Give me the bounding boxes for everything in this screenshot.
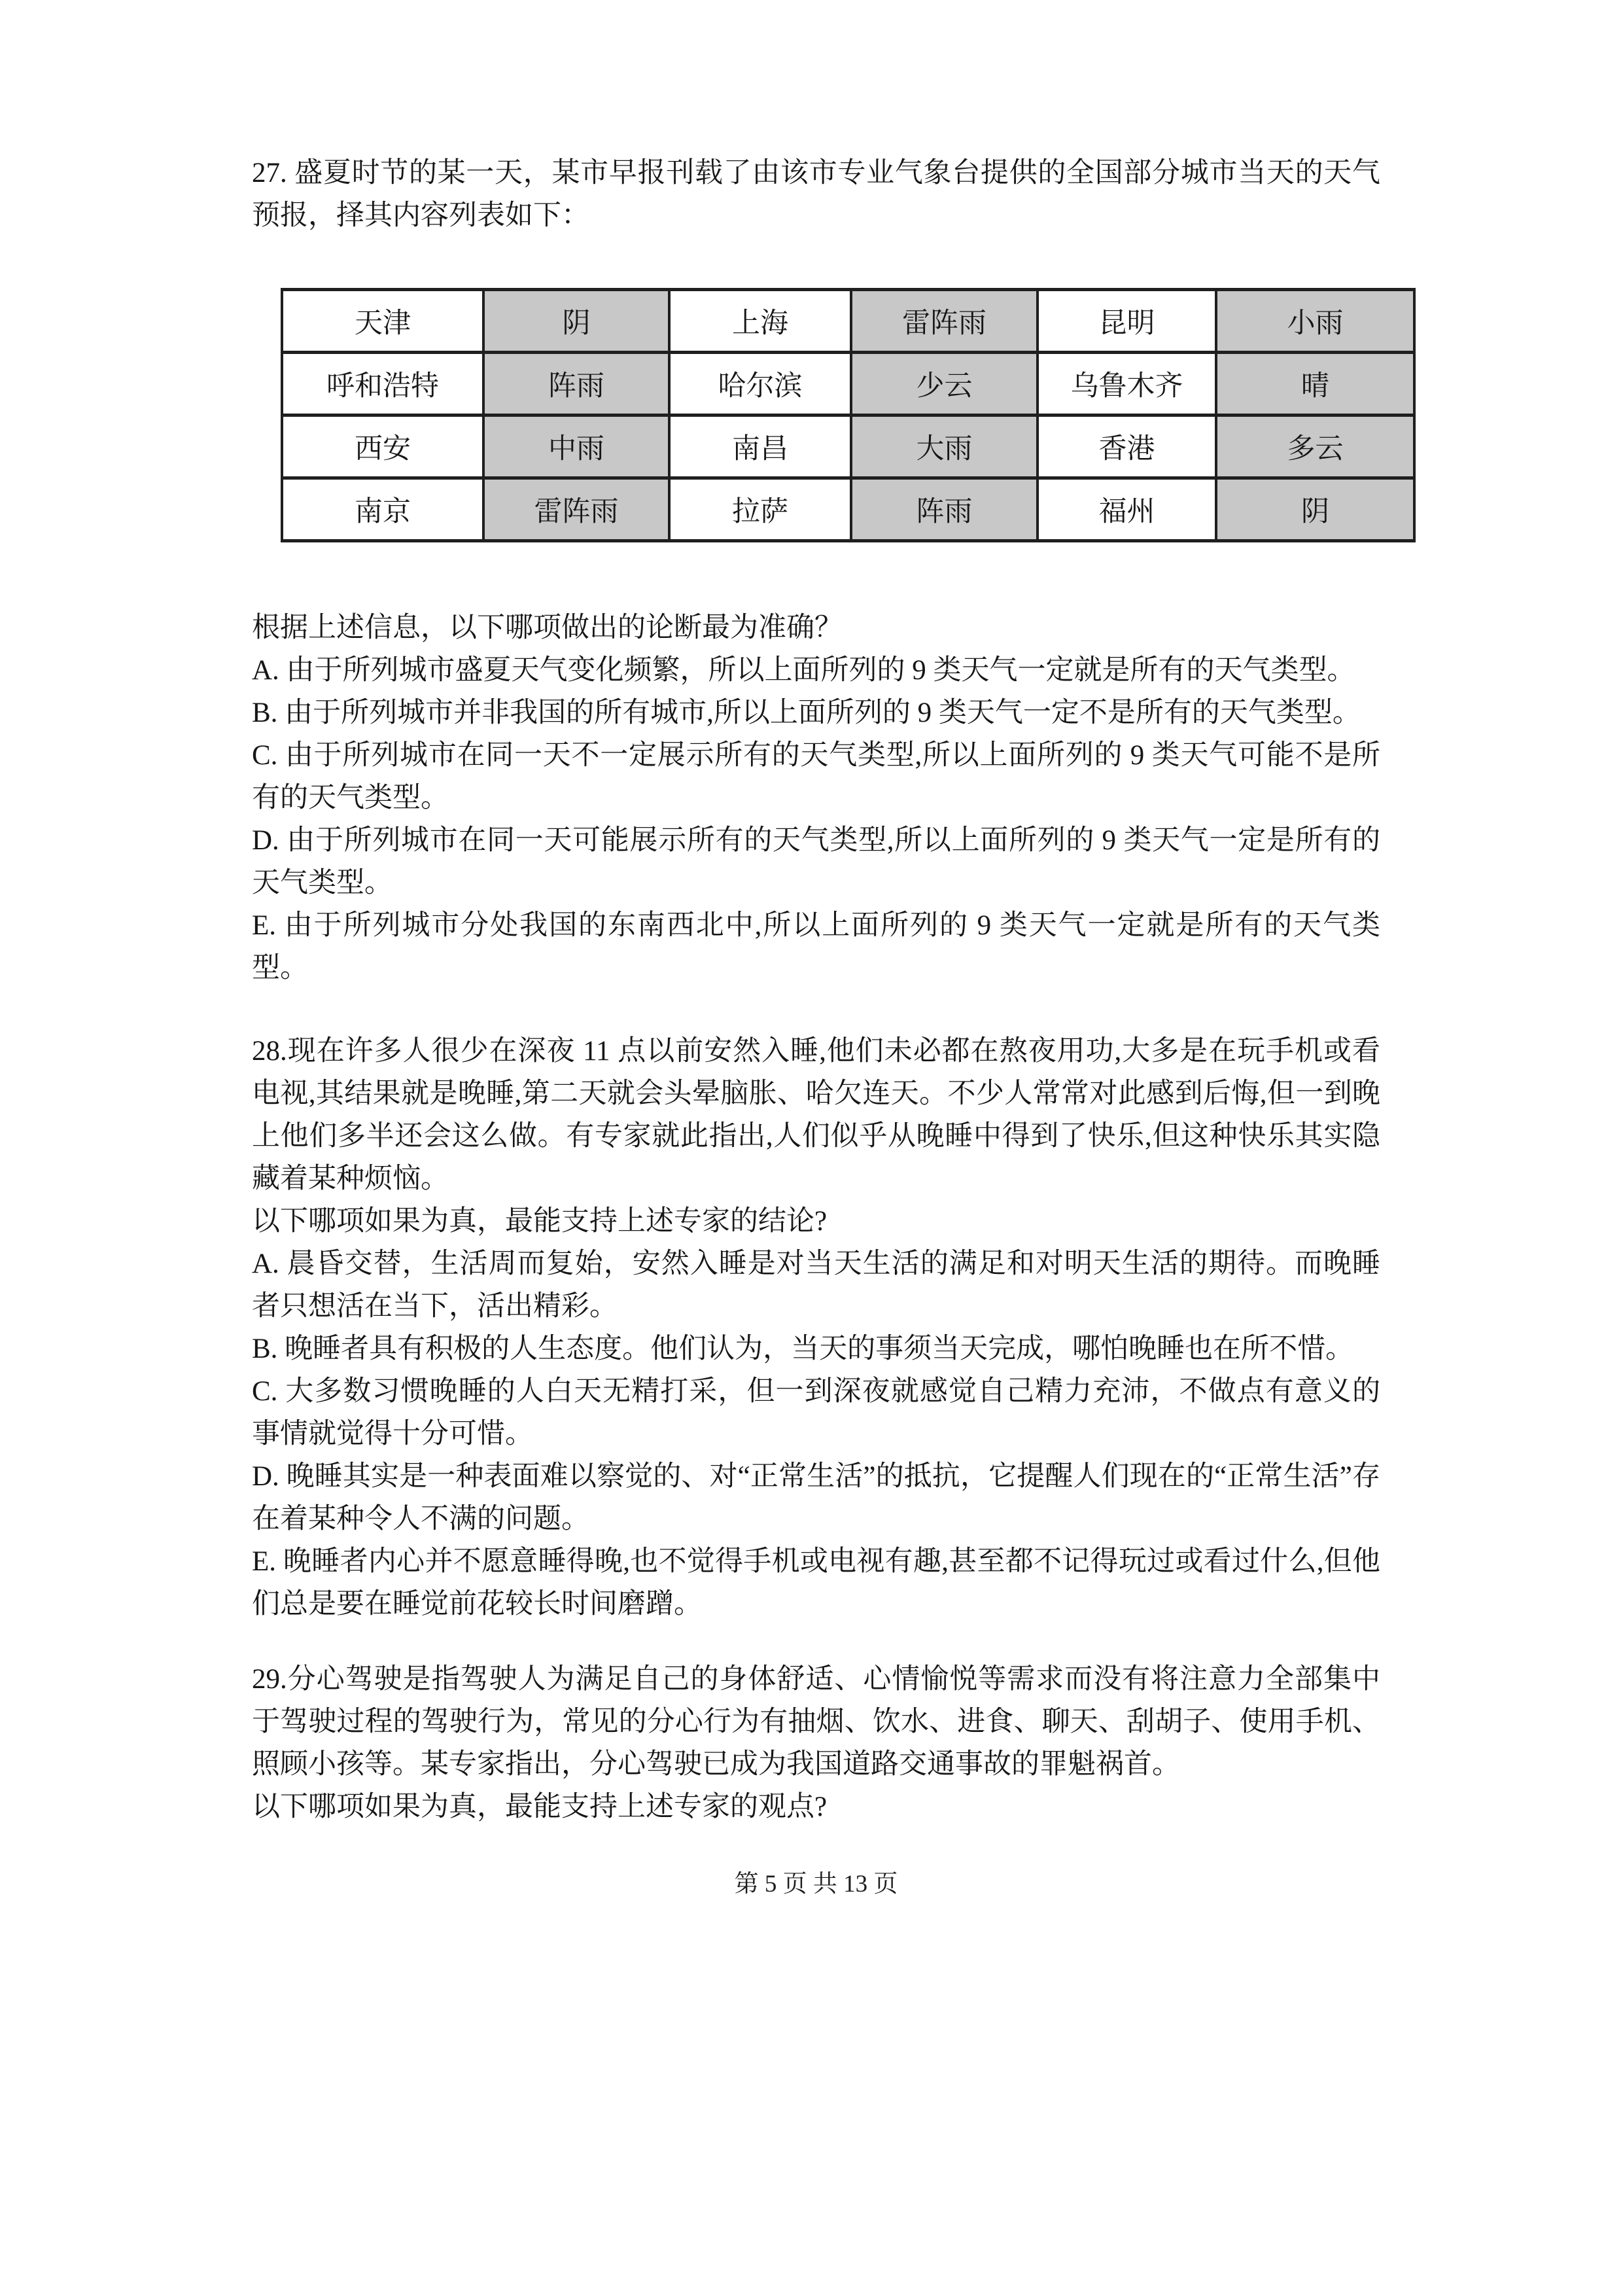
q28-option-e: E. 晚睡者内心并不愿意睡得晚,也不觉得手机或电视有趣,甚至都不记得玩过或看过什么,但他们总是要在睡觉前花较长时间磨蹭。 <box>252 1546 1380 1619</box>
question-29 <box>252 1658 1380 1828</box>
weather-cell: 雷阵雨 <box>851 290 1038 353</box>
weather-table <box>281 288 1416 542</box>
q28-option-a: A. 晨昏交替，生活周而复始，安然入睡是对当天生活的满足和对明天生活的期待。而晚睡者只想活在当下，活出精彩。 <box>252 1248 1380 1322</box>
weather-table-row <box>282 353 1414 415</box>
city-cell: 乌鲁木齐 <box>1038 353 1216 415</box>
q27-option-c: C. 由于所列城市在同一天不一定展示所有的天气类型,所以上面所列的 9 类天气可能不是所有的天气类型。 <box>252 740 1380 813</box>
q28-option-b: B. 晚睡者具有积极的人生态度。他们认为，当天的事须当天完成，哪怕晚睡也在所不惜。 <box>252 1333 1354 1364</box>
city-cell: 南京 <box>282 478 483 541</box>
q28-stem: 28.现在许多人很少在深夜 11 点以前安然入睡,他们未必都在熬夜用功,大多是在玩手机或看电视,其结果就是晚睡,第二天就会头晕脑胀、哈欠连天。不少人常常对此感到后悔,但一到晚上他们多半还会这么做。有专家就此指出,人们似乎从晚睡中得到了快乐,但这种快乐其实隐藏着某种烦恼。 <box>252 1036 1380 1194</box>
city-cell: 昆明 <box>1038 290 1216 353</box>
question-28 <box>252 1030 1380 1625</box>
q27-option-b: B. 由于所列城市并非我国的所有城市,所以上面所列的 9 类天气一定不是所有的天气类型。 <box>252 698 1361 728</box>
city-cell: 呼和浩特 <box>282 353 483 415</box>
weather-cell: 多云 <box>1216 415 1414 478</box>
weather-cell: 大雨 <box>851 415 1038 478</box>
weather-cell: 小雨 <box>1216 290 1414 353</box>
q28-option-c: C. 大多数习惯晚睡的人白天无精打采，但一到深夜就感觉自己精力充沛，不做点有意义的事情就觉得十分可惜。 <box>252 1376 1380 1449</box>
q27-option-e: E. 由于所列城市分处我国的东南西北中,所以上面所列的 9 类天气一定就是所有的天气类型。 <box>252 910 1380 983</box>
city-cell: 天津 <box>282 290 483 353</box>
weather-cell: 雷阵雨 <box>483 478 669 541</box>
q27-prompt: 根据上述信息，以下哪项做出的论断最为准确？ <box>252 612 843 643</box>
weather-cell: 阵雨 <box>851 478 1038 541</box>
city-cell: 福州 <box>1038 478 1216 541</box>
weather-cell: 少云 <box>851 353 1038 415</box>
city-cell: 上海 <box>669 290 851 353</box>
q27-option-d: D. 由于所列城市在同一天可能展示所有的天气类型,所以上面所列的 9 类天气一定是所有的天气类型。 <box>252 825 1380 898</box>
weather-table-row <box>282 415 1414 478</box>
weather-cell: 阴 <box>483 290 669 353</box>
q28-option-d: D. 晚睡其实是一种表面难以察觉的、对“正常生活”的抵抗，它提醒人们现在的“正常生活”存在着某种令人不满的问题。 <box>252 1461 1380 1534</box>
weather-cell: 中雨 <box>483 415 669 478</box>
question-27 <box>252 152 1380 989</box>
city-cell: 哈尔滨 <box>669 353 851 415</box>
weather-table-row <box>282 478 1414 541</box>
weather-table-row <box>282 290 1414 353</box>
q29-prompt: 以下哪项如果为真，最能支持上述专家的观点? <box>252 1792 828 1822</box>
q27-stem: 27. 盛夏时节的某一天，某市早报刊载了由该市专业气象台提供的全国部分城市当天的天气预报，择其内容列表如下： <box>252 158 1380 231</box>
q27-option-a: A. 由于所列城市盛夏天气变化频繁，所以上面所列的 9 类天气一定就是所有的天气类型。 <box>252 655 1355 686</box>
city-cell: 香港 <box>1038 415 1216 478</box>
city-cell: 拉萨 <box>669 478 851 541</box>
city-cell: 西安 <box>282 415 483 478</box>
city-cell: 南昌 <box>669 415 851 478</box>
weather-cell: 阴 <box>1216 478 1414 541</box>
page-footer: 第 5 页 共 13 页 <box>734 1871 898 1898</box>
q29-stem: 29.分心驾驶是指驾驶人为满足自己的身体舒适、心情愉悦等需求而没有将注意力全部集中于驾驶过程的驾驶行为，常见的分心行为有抽烟、饮水、进食、聊天、刮胡子、使用手机、照顾小孩等。某专家指出，分心驾驶已成为我国道路交通事故的罪魁祸首。 <box>252 1664 1380 1780</box>
q28-prompt: 以下哪项如果为真，最能支持上述专家的结论? <box>252 1206 828 1237</box>
weather-cell: 晴 <box>1216 353 1414 415</box>
weather-cell: 阵雨 <box>483 353 669 415</box>
